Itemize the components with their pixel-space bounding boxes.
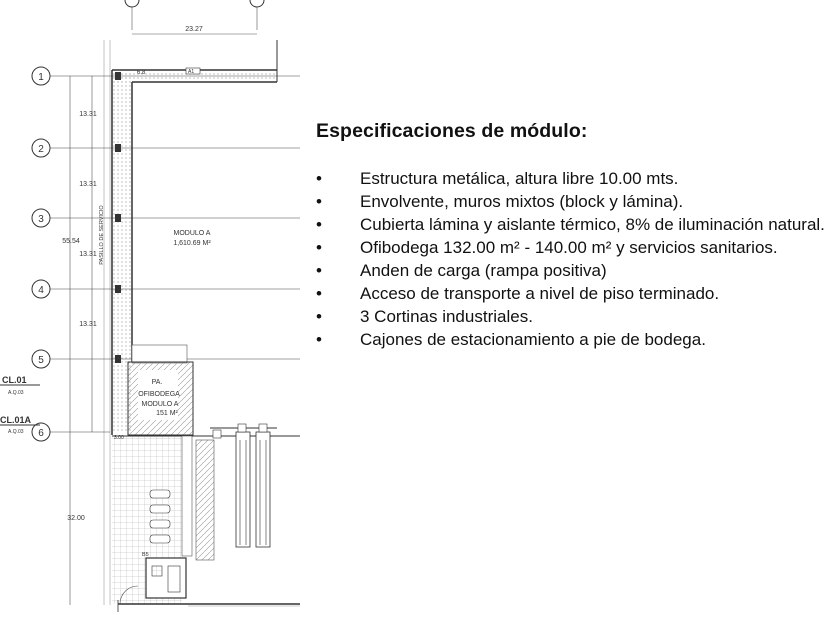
dimension-bay-label-2: 13.31 xyxy=(79,181,97,188)
list-item: • 3 Cortinas industriales. xyxy=(316,307,533,326)
axis-marker-5 xyxy=(32,350,50,368)
svg-text:3: 3 xyxy=(38,214,44,225)
dimension-bottom-label: 32.00 xyxy=(67,515,85,522)
svg-text:2: 2 xyxy=(38,144,44,155)
tag-park-label: B5 xyxy=(142,552,149,558)
module-name: MODULO A xyxy=(173,230,211,237)
axis-marker-3 xyxy=(32,209,50,227)
svg-text:6: 6 xyxy=(38,428,44,439)
svg-text:A.Q.03: A.Q.03 xyxy=(8,429,24,435)
list-item: • Envolvente, muros mixtos (block y lámina). xyxy=(316,192,684,211)
bullet-icon: • xyxy=(316,215,322,234)
section-callout-cl01 xyxy=(0,375,40,396)
truck-docks xyxy=(213,424,270,547)
bullet-icon: • xyxy=(316,238,322,257)
dimension-bay-label-3: 13.31 xyxy=(79,251,97,258)
dimension-bay-label-1: 13.31 xyxy=(79,111,97,118)
bullet-icon: • xyxy=(316,192,322,211)
corridor-label: PASILLO DE SERVICIO xyxy=(99,205,105,265)
bullet-icon: • xyxy=(316,261,322,280)
axis-marker-1 xyxy=(32,67,50,85)
list-item: • Cubierta lámina y aislante térmico, 8% de iluminación natural. xyxy=(316,215,825,234)
column-marker-top-right xyxy=(250,0,264,7)
specifications-title: Especificaciones de módulo: xyxy=(316,120,588,142)
dimension-top-label: 23.27 xyxy=(185,26,203,33)
svg-text:1: 1 xyxy=(38,72,44,83)
list-item: • Anden de carga (rampa positiva) xyxy=(316,261,607,280)
bullet-icon: • xyxy=(316,307,322,326)
axis-marker-6 xyxy=(32,423,50,441)
office-module: MODULO A xyxy=(141,401,179,408)
list-item: • Acceso de transporte a nivel de piso terminado. xyxy=(316,284,720,303)
bullet-icon: • xyxy=(316,284,322,303)
module-area: 1,610.69 M² xyxy=(173,240,211,247)
tag-top-label: 6.8 xyxy=(137,70,146,76)
tag-bottom-label: 3.00 xyxy=(114,435,124,441)
dimension-bay-label-4: 13.31 xyxy=(79,321,97,328)
svg-text:CL.01: CL.01 xyxy=(2,375,27,385)
tag-top2-label: A1 xyxy=(188,69,195,75)
list-item: • Estructura metálica, altura libre 10.00 mts. xyxy=(316,169,679,188)
axis-marker-2 xyxy=(32,139,50,157)
column-marker-top-left xyxy=(125,0,139,7)
bullet-icon: • xyxy=(316,330,322,349)
svg-text:CL.01A: CL.01A xyxy=(0,415,32,425)
specifications-list xyxy=(316,167,836,351)
floor-plan xyxy=(0,0,300,630)
office-name: OFIBODEGA xyxy=(138,391,180,398)
svg-text:4: 4 xyxy=(38,285,44,296)
specifications-panel xyxy=(316,120,836,351)
office-pa: PA. xyxy=(151,379,163,386)
office-area: 151 M² xyxy=(156,410,178,417)
list-item: • Ofibodega 132.00 m² - 140.00 m² y servicios sanitarios. xyxy=(316,238,778,257)
dimension-total-label: 55.54 xyxy=(62,238,80,245)
axis-marker-4 xyxy=(32,280,50,298)
svg-text:5: 5 xyxy=(38,355,44,366)
bullet-icon: • xyxy=(316,169,322,188)
list-item: • Cajones de estacionamiento a pie de bodega. xyxy=(316,330,706,349)
svg-text:A.Q.03: A.Q.03 xyxy=(8,390,24,396)
